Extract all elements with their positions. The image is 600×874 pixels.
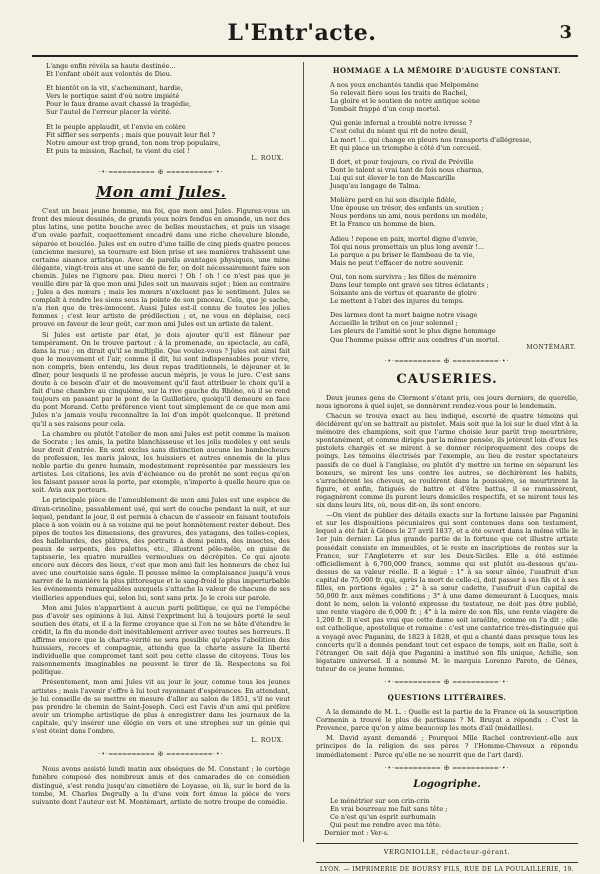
verse-line: Une épouse un trésor, des enfants un soutien ; — [330, 204, 484, 213]
verse-line: Et l'enfant obéit aux volontés de Dieu. — [46, 70, 173, 79]
verse-line: Notre amour est trop grand, ton nom trop populaire, — [46, 138, 221, 147]
printer-line: LYON. — IMPRIMERIE DE BOURSY FILS, RUE DE LA POULAILLERIE, 19. — [319, 866, 575, 874]
verse-line: Qui genie infernal a troublé notre ivresse ? — [330, 119, 473, 128]
section-ornament: ·•·══════════ ✠ ══════════·•· — [98, 751, 224, 759]
verse-line: Sur l'autel de l'erreur placer la vérité. — [46, 108, 172, 117]
verse-line: Le mettent à l'abri des injures du temps. — [330, 297, 465, 306]
verse-line: Lui qui sut élever le ton de Mascarille — [330, 173, 456, 182]
logogriphe-title: Logogriphe. — [413, 778, 481, 790]
verse-line: Accueille le tribut en ce jour solennel ; — [330, 319, 458, 328]
paragraph: C'est un beau jeune homme, ma foi, que mon ami Jules. Figurez-vous un front des mieux dessinés, de grands yeux noirs fendus en amande, un nez des plus latins, une petite bouche avec de belles moustaches, et puis un visage d'un ovale parfait, coquettement encadré dans une riche chevelure blonde, séparée et bouclée. Jules est en outre d'une taille de cinq pieds quatre pouces (ancienne mesure), sa tournure est bien prise et ses manières trahissent une certaine aisance artistique. Avec de pareils avantages physiques, une mine élégante, vingt-trois ans et une santé de fer, on doit nécessairement faire son chemin. Jules ne l'ignore pas. Dieu merci ! Oh ! oh ! ce n'est pas que je veuille dire par là que mon ami Jules soit un mauvais sujet ; bien au contraire ; Jules a des mœurs ; mais les mœurs n'excluent pas le sentiment. Jules se complaît à rendre les siens sous la pointe de son pinceau. Cela, que je sache, n'a rien que de très-innocent. Aussi Jules est-il connu de toutes les jolies femmes ; c'est leur artiste de prédilection ; et, ne vous en déplaise, ceci prouve en faveur de leur goût, car mon ami Jules est un artiste de talent. — [32, 207, 290, 329]
verse-line: A nos yeux enchantés tandis que Melpomène — [330, 81, 479, 89]
section-ornament: ·•·══════════ ✠ ══════════·•· — [384, 357, 510, 365]
verse-line: Que l'homme puisse offrir aux cendres d'un mortel. — [330, 335, 500, 344]
verse-line: En vrai bourreau me fait sans tête ; — [330, 804, 448, 813]
verse-line: Pour le faux drame avait chassé la tragédie, — [46, 100, 192, 109]
verse-line: Tombait frappé d'un coup mortel. — [330, 105, 441, 114]
poem-signature: L. ROUX. — [251, 154, 284, 162]
verse-line: Dans leur temple ont gravé ses titres éclatants ; — [330, 280, 489, 289]
article-title-mon-ami: Mon ami Jules. — [95, 183, 227, 202]
questions-body — [316, 708, 578, 759]
article-signature: L. ROUX. — [251, 737, 284, 745]
verse-line: Jusqu'au langage de Talma. — [330, 182, 421, 191]
verse-line: Et le peuple applaudit, et l'envie en colère — [46, 122, 186, 131]
paragraph: Présentement, mon ami Jules vit au jour le jour, comme tous les jeunes artistes ; mais l'avenir s'offre à lui tout rayonnant d'espérances. En attendant, je lui conseille de se mettre en mesure d'aller au salon de 1851, s'il ne veut pas prendre le chemin de Saint-Joseph. Ceci est l'avis d'un ami qui préfère avoir un triomphe artistique de plus à enregistrer dans les journaux de la capitale, qu'y insérer une élégie en vers et une strophes sur un génie qui s'est éteint dans l'ombre. — [32, 678, 290, 736]
paragraph: —On vient de publier des détails exacts sur la fortune laissée par Paganini et sur les dispositions pécuniaires qui sont contenues dans son testament, lequel a été fait à Gênes le 27 avril 1837, et a été ouvert dans la même ville le 1er juin dernier. La plus grande partie de la fortune que cet illustre artiste possédait consiste en immeubles, et le reste en inscriptions de rentes sur la France, sur l'Angleterre et sur les Deux-Siciles. Elle a été estimée officiellement à 6,700,000 francs, somme qui est plutôt au-dessous qu'au-dessus de sa valeur réelle. Il a légué : 1° à sa sœur aînée, l'usufruit d'un capital de 75,000 fr. qui, après la mort de celle-ci, doit passer à ses fils et à ses filles, en portions égales ; 2° à sa sœur cadette, l'usufruit d'un capital de 50,000 fr. aux mêmes conditions ; 3° à une dame demeurant à Lucques, mais dont le nom, selon la volonté expresse du testateur, ne doit pas être publié, une rente viagère de 6,000 fr. ; 4° à la mère de son fils, une rente viagère de 1,200 fr. Il n'est pas vrai que cette dame soit israélite, comme on l'a dit ; elle est catholique, apostolique et romaine : c'est une cantatrice très-distinguée qui a voyagé avec Paganini, de 1823 à 1828, et qui a chanté dans presque tous les concerts qu'il a donnés pendant tout cet espace de temps, soit en Italie, soit à l'étranger. On sait déjà que Paganini a institué son fils unique, Achille, son légataire universel. Il a nommé M. le marquis Lorenzo Pareto, de Gênes, tuteur de ce jeune homme. — [316, 511, 579, 673]
hommage-title: HOMMAGE A LA MÉMOIRE D'AUGUSTE CONSTANT. — [332, 66, 562, 75]
paragraph: M. David ayant demandé ; Pourquoi Mlle Rachel contrevient-elle aux principes de la religion de ses pères ? l'Homme-Cheveux a répondu immédiatement : Parce qu'elle ne se nourrit que de l'art (lard). — [316, 734, 578, 759]
hommage-signature: MONTÉMART. — [526, 343, 576, 351]
paragraph: Si Jules est artiste par état, je dois ajouter qu'il est flâneur par tempérament. On le trouve partout : à la promenade, au spectacle, au café, dans la rue ; on dirait qu'il se multiplie. Que voulez-vous ? Jules est ainsi fait que le mouvement et l'air, comme il dit, lui sont indispensables pour vivre, non compris, bien entendu, les deux repas traditionnels, le déjeuner et le dîner, pour lesquels il ne professe aucun mépris, je vous le jure. C'est sans doute à ce besoin d'air et de mouvement qu'il faut attribuer le choix qu'il a fait d'une chambre au cinquième, sur la rive gauche du Rhône, où il se rend toujours en passant par le pont de la Guillotière, quoiqu'il demeure en face du pont Morand. Cette préférence vient tout simplement de ce que mon ami Jules n'a jamais voulu reconnaître la loi d'un impôt quelconque. Il prétend qu'il a ses raisons pour cela. — [32, 330, 290, 428]
questions-title: QUESTIONS LITTÉRAIRES. — [387, 693, 507, 703]
article-body-mon-ami — [32, 207, 290, 735]
logogriphe-answer: Dernier mot : Ver-s. — [324, 829, 390, 838]
hommage-signature-row — [330, 344, 578, 352]
verse-line: Molière perd en lui son disciple fidèle, — [330, 196, 457, 205]
verse-line: La gloire et le soutien de notre antique scène — [330, 97, 480, 106]
page-header — [32, 20, 572, 50]
paragraph: Deux jeunes gens de Clermont s'étant pris, ces jours derniers, de querelle, nous ignorons à quel sujet, se donnèrent rendez-vous pour le lendemain. — [316, 393, 578, 410]
section-ornament: ·•·══════════ ✠ ══════════·•· — [98, 169, 224, 177]
verse-line: Fit siffler ses serpents ; mais que pouvait leur fiel ? — [46, 130, 216, 139]
section-ornament: ·•·══════════ ✠ ══════════·•· — [384, 679, 510, 686]
verse-line: L'ange enfin révéla sa haute destinée... — [46, 62, 176, 70]
obituary-notice: Nous avons assisté lundi matin aux obsèques de M. Constant ; le cortège funèbre composé des nombreux amis et des camarades de ce comédien distingué, s'est rendu jusqu'au cimetière de Loyasse, où là, sur le bord de la tombe, M. Charles Degrully a lu d'une voix fort émue la pièce de vers suivante dont l'auteur est M. Montémart, artiste de notre troupe de comédie. — [32, 765, 290, 806]
verse-line: Mais ne peut t'effacer de notre souvenir. — [330, 258, 464, 267]
page-number: 3 — [559, 22, 572, 43]
poem-fragment — [32, 62, 290, 155]
paragraph: A la demande de M. L. : Quelle est la partie de la France où la souscription Cormenin a trouvé le plus de partisans ? M. Bruyat a répondu : C'est la Provence, parce qu'on y aime beaucoup les mots d'ail (médailles). — [316, 708, 578, 733]
causeries-title: CAUSERIES. — [396, 371, 498, 387]
verse-line: Et la France un homme de bien. — [330, 220, 436, 229]
section-ornament: ·•·══════════ ✠ ══════════·•· — [384, 764, 510, 772]
paragraph: Chacun se trouva exact au lieu indiqué, escorté de quatre témoins qui décidèrent qu'on se battrait au pistolet. Mais soit que la loi sur le duel vînt à la mémoire des champions, soit que l'arme choisie leur parût trop meurtrière, spontanément, et comme dirigés par la même pensée, ils jetèrent loin d'eux les pistolets chargés et se mirent à se donner réciproquement des coups de poings. Les témoins électrisés par l'exemple, au lieu de rester spectateurs passifs de ce duel à l'anglaise, ou plutôt d'y mettre un terme en séparant les boxeurs, se mirent les uns contre les autres, se déchirèrent les habits, s'arrachèrent les cheveux, se roulèrent dans la poussière, se meurtrirent la figure, et enfin, fatigués de battre et d'être battus, il se ramassèrent, regagnèrent comme ils purent leurs domiciles respectifs, et se mirent tous les six dans leurs lits, où, nous dit-on, ils sont encore. — [316, 412, 578, 510]
verse-line: Qui peut me rendre avec ma tête. — [330, 821, 442, 830]
verse-line: Oui, ton nom survivra ; les filles de mémoire — [330, 272, 477, 281]
newspaper-title: L'Entr'acte. — [227, 20, 377, 46]
column-divider — [303, 62, 304, 842]
verse-line: Des larmes dont ta mort baigne notre visage — [330, 311, 478, 320]
logogriphe-verse — [316, 797, 578, 829]
verse-line: Se relevait fière sous les traits de Rachel, — [330, 89, 468, 98]
verse-line: Et qui place un triomphe à côté d'un cercueil. — [330, 143, 482, 152]
left-column — [32, 62, 290, 847]
verse-line: Vers le portique saint d'où notre impiété — [46, 92, 180, 101]
verse-line: Et puis ta mission, Rachel, te vient du ciel ! — [46, 146, 190, 155]
verse-line: Nous perdons un ami, nous perdons un modèle, — [330, 212, 488, 221]
verse-line: Le ménétrier sur son crin-crin — [330, 796, 430, 805]
verse-line: La mort !... qui change en pleurs nos transports d'allégresse, — [330, 135, 532, 144]
paragraph: Le principale pièce de l'ameublement de mon ami Jules est une espèce de divan-crinoline, passablement usé, qui sert de couche pendant la nuit, et sur lequel, pendant le jour, il est permis à chacun de s'asseoir en faisant toutefois place à son voisin ou à sa voisine qui ne peut honnêtement rester debout. Des pipes de toutes les dimensions, des gravures, des yatagans, des toiles-copies, des hallebardes, des plâtres, des portraits à demi peints, des insectes, des peaux de serpents, des palettes, etc., illustrent pêle-mêle, en guise de tapisserie, les quatre murailles vermoulues ou décrépites. Ce qui ajoute encore aux décors des lieux, c'est que mon ami fait les honneurs de chez lui avec une courtoisie sans égale. Il pousse même la complaisance jusqu'à vous narrer de la manière la plus pittoresque et le sang-froid le plus imperturbable les événements remarquables auxquels s'attache la valeur de chacune de ses vieilleries appendues qui, selon lui, sont sans prix. Je le crois sur parole. — [32, 496, 290, 602]
verse-line: Les pleurs de l'amitié sont le plus digne hommage — [330, 327, 496, 336]
causeries-body — [316, 394, 578, 673]
paragraph: Mon ami Jules n'appartient à aucun parti politique, ce qui ne l'empêche pas d'avoir ses opinions à lui. Ainsi l'expriment lui à toujours porté le seul soutien des états, et il a la ferme croyance que si l'on ne se hâte d'étendre le crédit, la fin du monde doit inévitablement arriver avec toutes ses horreurs. Il affirme encore que la charte-vérité ne sera possible qu'après l'abolition des huissiers, recors et compagnie, attendu que la charte assure la liberté individuelle que compromet tant soit peu cette classe de citoyens. Tous les raisonnements imaginables ne peuvent le tirer de là. Respectons sa foi politique. — [32, 603, 290, 677]
verse-line: Le parque a pu briser le flambeau de ta vie, — [330, 250, 475, 259]
footer-rule — [316, 862, 578, 863]
verse-line: Dont le talent si vrai tant de fois nous charma, — [330, 165, 484, 174]
verse-line: Adieu ! repose en paix, mortel digne d'envie, — [330, 234, 478, 243]
editor-line: VERGNIOLLE, rédacteur-gérant. — [383, 848, 511, 857]
footer-rule — [316, 843, 578, 844]
verse-line: Toi qui nous promettais un plus long avenir !... — [330, 242, 485, 251]
right-column — [316, 62, 579, 874]
paragraph: La chambre ou plutôt l'atelier de mon ami Jules est petit comme la maison de Socrate ; les amis, la petite blanchisseuse et les jolis modèles y ont seuls leur droit d'entrée. En sont exclus sans distinction aucune les bambocheurs de profession, les maris jaloux, les huissiers et autres ennemis de la plus noble partie du genre humain, modestement représentée par messieurs les artistes. Les citations, les avis d'échéance ou de protêt ne sont reçus qu'en les faisant passer sous la porte, par exemple, n'importe à quelle heure que ce soit. Avis aux porteurs. — [32, 429, 290, 495]
verse-line: Et bientôt on la vit, s'acheminant, hardie, — [46, 84, 183, 93]
verse-line: Il dort, et pour toujours, ce rival de Préville — [330, 157, 474, 166]
header-rule — [32, 55, 578, 57]
verse-line: C'est celui du néant qui rit de notre deuil, — [330, 127, 469, 136]
verse-line: Ce n'est qu'un esprit surhumain — [330, 812, 436, 821]
hommage-poem — [316, 81, 578, 352]
verse-line: Soixante ans de vertus et quarante de gloire — [330, 289, 477, 298]
